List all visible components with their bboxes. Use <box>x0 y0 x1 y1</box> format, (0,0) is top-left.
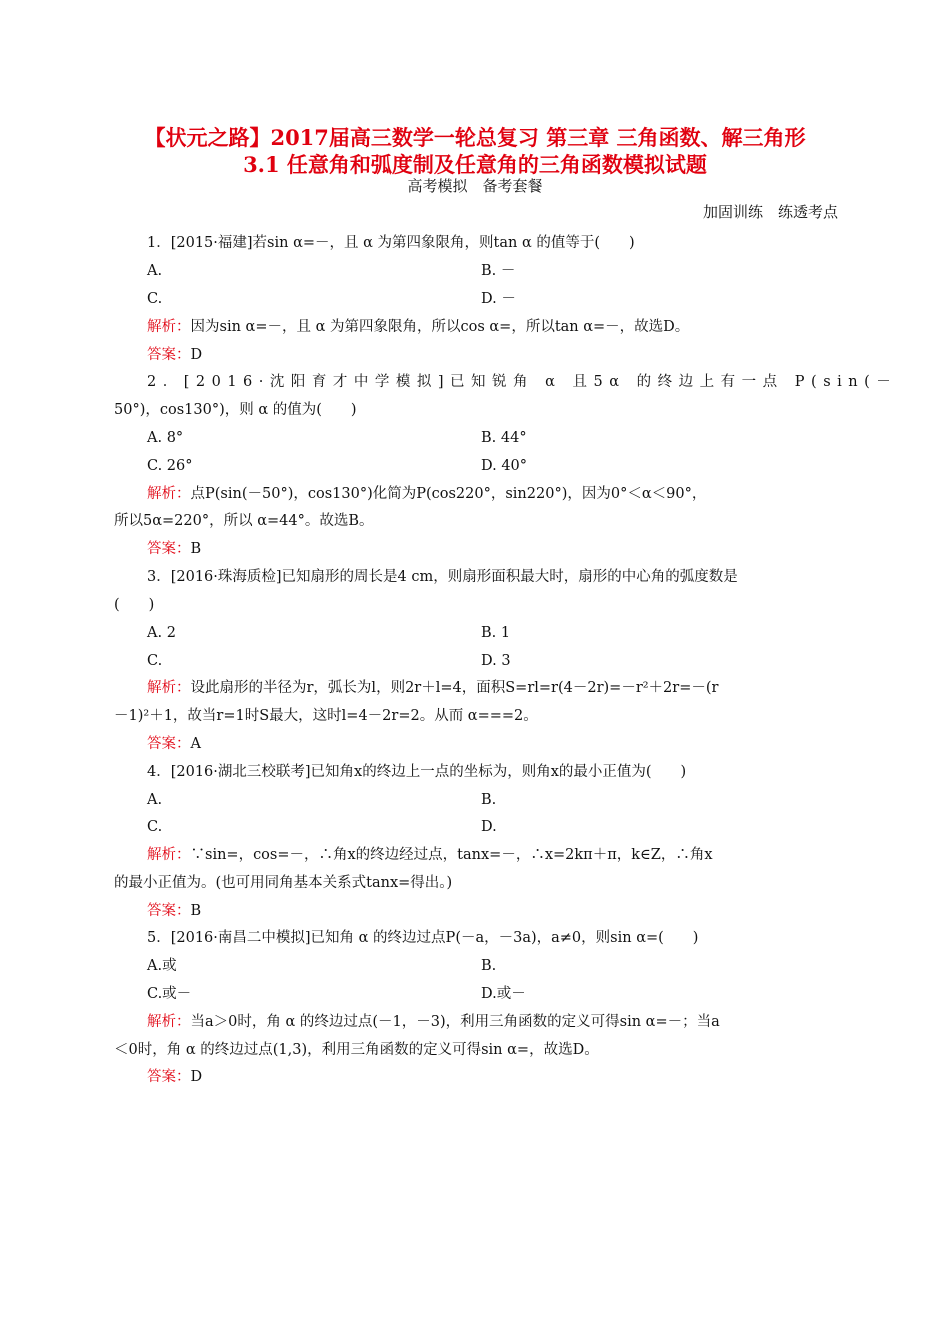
question-4-option-d: D. <box>481 819 497 835</box>
analysis-label: 解析： <box>147 680 191 696</box>
analysis-text: 因为sin α=－，且 α 为第四象限角，所以cos α=，所以tan α=－，故选D。 <box>190 319 690 335</box>
question-2-stem-line2: 50°)，cos130°)，则 α 的值为( ) <box>114 402 357 418</box>
analysis-label: 解析： <box>147 1014 191 1030</box>
document-tagline: 加固训练 练透考点 <box>702 203 838 221</box>
question-5-analysis-line2: ＜0时，角 α 的终边过点(1,3)，利用三角函数的定义可得sin α=，故选D。 <box>114 1042 599 1058</box>
answer-label: 答案： <box>147 541 191 557</box>
question-2-analysis-line2: 所以5α=220°，所以 α=44°。故选B。 <box>114 513 374 529</box>
question-3-answer <box>147 734 871 754</box>
analysis-label: 解析： <box>147 486 191 502</box>
analysis-text: 设此扇形的半径为r，弧长为l，则2r＋l=4，面积S=rl=r(4－2r)=－r²＋2r=－(r <box>190 680 719 696</box>
question-2-option-c: C. 26° <box>147 458 193 474</box>
document-subtitle: 高考模拟 备考套餐 <box>407 177 543 195</box>
analysis-label: 解析： <box>147 847 191 863</box>
question-3-option-a: A. 2 <box>147 625 176 641</box>
question-2-option-a: A. 8° <box>147 430 184 446</box>
question-3-stem-line2: ( ) <box>114 597 155 613</box>
document-title-line1: 【状元之路】2017届高三数学一轮总复习 第三章 三角函数、解三角形 <box>144 125 806 150</box>
question-2-answer <box>147 539 871 559</box>
analysis-text: 点P(sin(－50°)，cos130°)化简为P(cos220°，sin220°)，因为0°＜α＜90°， <box>190 486 707 502</box>
document-title-line2: 3.1 任意角和弧度制及任意角的三角函数模拟试题 <box>243 152 707 177</box>
analysis-text: 当a＞0时，角 α 的终边过点(－1，－3)，利用三角函数的定义可得sin α=－；当a <box>190 1014 720 1030</box>
question-2-stem-line1: 2．[2016·沈阳育才中学模拟]已知锐角 α 且5α 的终边上有一点 P(sin(－ <box>147 374 898 390</box>
question-4-analysis-line2: 的最小正值为。(也可用同角基本关系式tanx=得出。) <box>114 875 453 891</box>
question-3-option-d: D. 3 <box>481 653 511 669</box>
question-3-option-b: B. 1 <box>481 625 511 641</box>
analysis-text: ∵sin=，cos=－，∴角x的终边经过点，tanx=－，∴x=2kπ＋π，k∈Z，∴角x <box>190 847 713 863</box>
question-1-stem: 1．[2015·福建]若sin α=－，且 α 为第四象限角，则tan α 的值等于( ) <box>147 235 635 251</box>
answer-label: 答案： <box>147 347 191 363</box>
question-4-option-b: B. <box>481 792 497 808</box>
question-2-analysis-line1 <box>147 484 871 504</box>
question-1-option-c: C. <box>147 291 163 307</box>
question-1-answer <box>147 345 871 365</box>
question-4-option-c: C. <box>147 819 163 835</box>
question-4-option-a: A. <box>147 792 163 808</box>
question-1-option-a: A. <box>147 263 163 279</box>
question-5-stem: 5．[2016·南昌二中模拟]已知角 α 的终边过点P(－a，－3a)，a≠0，则sin α=( ) <box>147 930 699 946</box>
answer-label: 答案： <box>147 903 191 919</box>
answer-value: A <box>190 736 201 752</box>
answer-label: 答案： <box>147 736 191 752</box>
question-5-option-d: D.或－ <box>481 986 526 1002</box>
question-5-option-b: B. <box>481 958 497 974</box>
answer-value: B <box>190 903 202 919</box>
answer-value: D <box>190 347 203 363</box>
question-3-stem-line1: 3．[2016·珠海质检]已知扇形的周长是4 cm，则扇形面积最大时，扇形的中心角的弧度数是 <box>147 569 738 585</box>
question-2-option-d: D. 40° <box>481 458 528 474</box>
answer-value: B <box>190 541 202 557</box>
question-4-stem: 4．[2016·湖北三校联考]已知角x的终边上一点的坐标为，则角x的最小正值为( ) <box>147 764 687 780</box>
question-1-option-b: B. － <box>481 263 516 279</box>
question-1-option-d: D. － <box>481 291 516 307</box>
question-4-analysis-line1 <box>147 845 871 865</box>
question-5-option-a: A.或 <box>147 958 177 974</box>
question-3-option-c: C. <box>147 653 163 669</box>
question-5-option-c: C.或－ <box>147 986 192 1002</box>
question-2-option-b: B. 44° <box>481 430 527 446</box>
question-3-analysis-line1 <box>147 678 871 698</box>
question-5-analysis-line1 <box>147 1012 871 1032</box>
analysis-label: 解析： <box>147 319 191 335</box>
question-1-analysis <box>147 317 871 337</box>
answer-value: D <box>190 1069 203 1085</box>
question-5-answer <box>147 1067 871 1087</box>
question-3-analysis-line2: －1)²＋1，故当r=1时S最大，这时l=4－2r=2。从而 α===2。 <box>114 708 538 724</box>
answer-label: 答案： <box>147 1069 191 1085</box>
question-4-answer <box>147 901 871 921</box>
